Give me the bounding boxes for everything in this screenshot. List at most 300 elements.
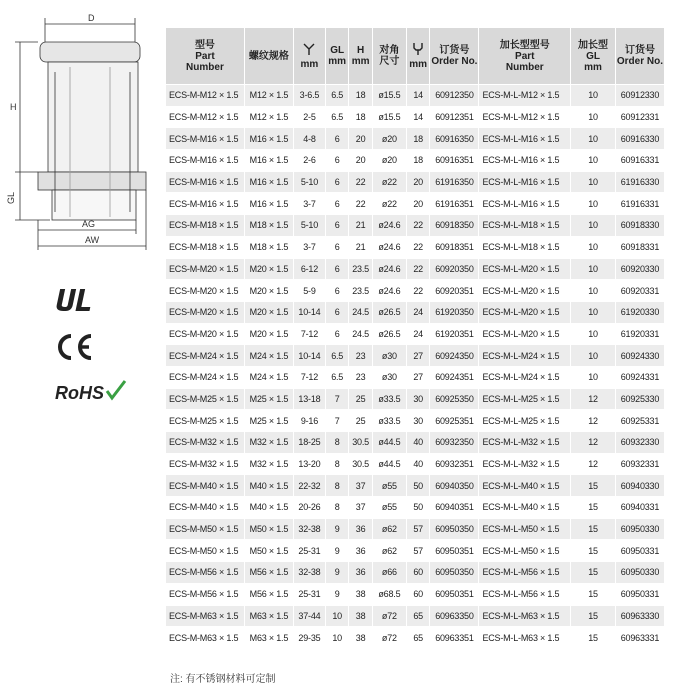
table-cell: 8 [325, 432, 348, 454]
table-cell: 9 [325, 540, 348, 562]
table-cell: 23.5 [349, 280, 372, 302]
table-cell: ECS-M-L-M56 × 1.5 [479, 562, 571, 584]
table-cell: 8 [325, 497, 348, 519]
table-cell: 7-12 [293, 323, 325, 345]
table-cell: M56 × 1.5 [244, 562, 293, 584]
table-cell: ø15.5 [372, 85, 406, 107]
table-cell: 18 [349, 85, 372, 107]
table-cell: ø24.6 [372, 258, 406, 280]
table-cell: ECS-M-M40 × 1.5 [166, 497, 245, 519]
table-row [166, 432, 665, 454]
column-header-text: 加长型 [578, 39, 609, 51]
table-row [166, 497, 665, 519]
table-cell: ECS-M-L-M16 × 1.5 [479, 150, 571, 172]
table-cell: 10-14 [293, 301, 325, 323]
table-cell: 6 [325, 128, 348, 150]
dim-ag-label: AG [82, 219, 96, 229]
table-cell: 60950331 [615, 540, 664, 562]
table-cell: 15 [571, 475, 616, 497]
table-cell: 6 [325, 301, 348, 323]
table-cell: ECS-M-M32 × 1.5 [166, 432, 245, 454]
rohs-logo [55, 379, 127, 405]
table-cell: ø33.5 [372, 410, 406, 432]
table-cell: 60916330 [615, 128, 664, 150]
table-cell: 60912331 [615, 106, 664, 128]
table-cell: M24 × 1.5 [244, 366, 293, 388]
table-cell: 6 [325, 150, 348, 172]
table-cell: 60950351 [430, 583, 479, 605]
table-cell: 60950351 [430, 540, 479, 562]
table-cell: 60912350 [430, 85, 479, 107]
table-cell: M18 × 1.5 [244, 215, 293, 237]
column-header-text: Order No. [616, 56, 664, 67]
table-cell: 3-7 [293, 193, 325, 215]
table-row [166, 193, 665, 215]
dim-h-label: H [10, 102, 17, 112]
table-cell: ECS-M-M16 × 1.5 [166, 171, 245, 193]
table-cell: 50 [406, 497, 429, 519]
table-cell: 60940330 [615, 475, 664, 497]
table-cell: ECS-M-M63 × 1.5 [166, 627, 245, 649]
table-cell: 7 [325, 410, 348, 432]
column-header [325, 28, 348, 85]
table-cell: M16 × 1.5 [244, 128, 293, 150]
table-cell: 5-9 [293, 280, 325, 302]
table-cell: 10 [571, 258, 616, 280]
table-cell: ø22 [372, 171, 406, 193]
table-cell: 15 [571, 627, 616, 649]
column-header [430, 28, 479, 85]
table-cell: 12 [571, 432, 616, 454]
table-cell: ø44.5 [372, 453, 406, 475]
table-row [166, 583, 665, 605]
table-cell: 60916331 [615, 150, 664, 172]
column-header-text: 螺纹规格 [248, 50, 289, 62]
table-cell: ø33.5 [372, 388, 406, 410]
table-cell: 10 [571, 301, 616, 323]
column-header-text: mm [584, 61, 602, 73]
table-cell: 60963330 [615, 605, 664, 627]
column-header [293, 28, 325, 85]
table-cell: 37-44 [293, 605, 325, 627]
table-cell: 24 [406, 301, 429, 323]
table-cell: 9 [325, 583, 348, 605]
table-cell: 23 [349, 366, 372, 388]
cable-gland-drawing [6, 12, 160, 252]
table-cell: 37 [349, 475, 372, 497]
table-cell: 60918331 [615, 236, 664, 258]
dim-gl-label: GL [6, 191, 16, 204]
table-row [166, 128, 665, 150]
table-row [166, 106, 665, 128]
table-cell: 60940351 [430, 497, 479, 519]
table-cell: 10 [571, 85, 616, 107]
table-cell: M16 × 1.5 [244, 171, 293, 193]
table-cell: 50 [406, 475, 429, 497]
table-cell: 8 [325, 475, 348, 497]
table-cell: 65 [406, 605, 429, 627]
table-cell: M18 × 1.5 [244, 236, 293, 258]
table-cell: 18 [349, 106, 372, 128]
table-cell: 23.5 [349, 258, 372, 280]
table-cell: 60932330 [615, 432, 664, 454]
table-row [166, 540, 665, 562]
table-cell: ECS-M-M50 × 1.5 [166, 518, 245, 540]
column-header [349, 28, 372, 85]
table-cell: 40 [406, 432, 429, 454]
table-cell: 10 [571, 193, 616, 215]
column-header [406, 28, 429, 85]
table-cell: ECS-M-L-M16 × 1.5 [479, 193, 571, 215]
table-row [166, 562, 665, 584]
table-cell: 61916331 [615, 193, 664, 215]
column-header-text: 型号 [194, 39, 215, 51]
table-row [166, 236, 665, 258]
table-cell: ECS-M-L-M56 × 1.5 [479, 583, 571, 605]
table-cell: ø26.5 [372, 301, 406, 323]
table-cell: ECS-M-M20 × 1.5 [166, 301, 245, 323]
table-cell: ø15.5 [372, 106, 406, 128]
table-cell: ø30 [372, 345, 406, 367]
table-cell: 60950350 [430, 562, 479, 584]
table-cell: ø26.5 [372, 323, 406, 345]
table-cell: 6 [325, 280, 348, 302]
svg-text:RoHS: RoHS [55, 383, 104, 403]
table-cell: 60963331 [615, 627, 664, 649]
table-cell: 12 [571, 453, 616, 475]
table-cell: 30 [406, 410, 429, 432]
table-cell: M16 × 1.5 [244, 193, 293, 215]
table-cell: 25-31 [293, 540, 325, 562]
column-header-text: H [356, 45, 365, 56]
table-cell: ECS-M-M12 × 1.5 [166, 85, 245, 107]
table-cell: 18-25 [293, 432, 325, 454]
table-cell: 9-16 [293, 410, 325, 432]
table-cell: 32-38 [293, 518, 325, 540]
table-cell: M56 × 1.5 [244, 583, 293, 605]
table-cell: 61920350 [430, 301, 479, 323]
table-cell: 10 [571, 128, 616, 150]
table-cell: 6.5 [325, 85, 348, 107]
table-cell: 36 [349, 540, 372, 562]
table-cell: M63 × 1.5 [244, 627, 293, 649]
table-row [166, 258, 665, 280]
table-cell: M40 × 1.5 [244, 475, 293, 497]
table-cell: 25 [349, 388, 372, 410]
table-cell: 10 [571, 280, 616, 302]
table-cell: 6 [325, 323, 348, 345]
table-cell: M63 × 1.5 [244, 605, 293, 627]
table-row [166, 280, 665, 302]
product-table [165, 27, 665, 649]
table-cell: 27 [406, 366, 429, 388]
table-cell: ø72 [372, 627, 406, 649]
table-cell: ECS-M-M25 × 1.5 [166, 410, 245, 432]
table-cell: ECS-M-L-M63 × 1.5 [479, 627, 571, 649]
table-cell: ø55 [372, 497, 406, 519]
column-header-text: Part [515, 50, 535, 62]
table-cell: 5-10 [293, 171, 325, 193]
table-cell: 36 [349, 562, 372, 584]
table-cell: 4-8 [293, 128, 325, 150]
table-cell: ECS-M-L-M16 × 1.5 [479, 128, 571, 150]
table-cell: 60950330 [615, 518, 664, 540]
table-cell: 60925331 [615, 410, 664, 432]
table-cell: ø24.6 [372, 215, 406, 237]
table-cell: ECS-M-M20 × 1.5 [166, 258, 245, 280]
table-cell: ECS-M-L-M20 × 1.5 [479, 301, 571, 323]
table-cell: 60950331 [615, 583, 664, 605]
table-row [166, 475, 665, 497]
column-header [244, 28, 293, 85]
column-header [372, 28, 406, 85]
table-cell: ECS-M-M18 × 1.5 [166, 236, 245, 258]
table-cell: 10 [571, 171, 616, 193]
table-cell: M32 × 1.5 [244, 453, 293, 475]
table-cell: 60963350 [430, 605, 479, 627]
table-cell: 61920330 [615, 301, 664, 323]
table-row [166, 388, 665, 410]
column-header [479, 28, 571, 85]
table-cell: 30.5 [349, 453, 372, 475]
wrench-icon [407, 42, 429, 59]
table-cell: 15 [571, 605, 616, 627]
table-cell: 6.5 [325, 345, 348, 367]
table-cell: ECS-M-M50 × 1.5 [166, 540, 245, 562]
table-cell: 23 [349, 345, 372, 367]
table-cell: 60950350 [430, 518, 479, 540]
table-cell: 13-20 [293, 453, 325, 475]
table-cell: 22 [406, 280, 429, 302]
table-cell: 30 [406, 388, 429, 410]
table-cell: M12 × 1.5 [244, 85, 293, 107]
table-cell: 37 [349, 497, 372, 519]
table-cell: ECS-M-L-M63 × 1.5 [479, 605, 571, 627]
table-cell: 24.5 [349, 323, 372, 345]
table-cell: 14 [406, 106, 429, 128]
table-cell: 61920351 [430, 323, 479, 345]
table-cell: ECS-M-L-M12 × 1.5 [479, 106, 571, 128]
table-cell: 32-38 [293, 562, 325, 584]
table-cell: 60 [406, 583, 429, 605]
table-cell: 20-26 [293, 497, 325, 519]
table-cell: ECS-M-M16 × 1.5 [166, 150, 245, 172]
table-cell: M50 × 1.5 [244, 518, 293, 540]
table-cell: 10 [325, 627, 348, 649]
table-cell: ø20 [372, 150, 406, 172]
table-cell: 60920331 [615, 280, 664, 302]
table-cell: ECS-M-M63 × 1.5 [166, 605, 245, 627]
table-cell: 22 [349, 171, 372, 193]
table-cell: ECS-M-L-M25 × 1.5 [479, 388, 571, 410]
table-cell: ECS-M-L-M25 × 1.5 [479, 410, 571, 432]
table-cell: 10 [571, 366, 616, 388]
table-cell: ECS-M-L-M16 × 1.5 [479, 171, 571, 193]
certification-logos [55, 285, 125, 423]
table-cell: 6 [325, 193, 348, 215]
table-cell: 15 [571, 562, 616, 584]
table-cell: M25 × 1.5 [244, 410, 293, 432]
table-cell: 6.5 [325, 366, 348, 388]
table-cell: 6 [325, 258, 348, 280]
table-cell: 15 [571, 518, 616, 540]
table-cell: 60963351 [430, 627, 479, 649]
column-header-text: 加长型型号 [499, 39, 550, 51]
table-body [166, 85, 665, 649]
table-row [166, 366, 665, 388]
table-cell: M40 × 1.5 [244, 497, 293, 519]
table-cell: 60932351 [430, 453, 479, 475]
table-cell: 21 [349, 215, 372, 237]
column-header-text: mm [351, 56, 370, 67]
table-cell: 3-6.5 [293, 85, 325, 107]
table-cell: ECS-M-L-M24 × 1.5 [479, 366, 571, 388]
table-cell: 25 [349, 410, 372, 432]
ul-logo [55, 285, 101, 315]
column-header-text: mm [409, 59, 428, 70]
table-cell: 14 [406, 85, 429, 107]
table-cell: M16 × 1.5 [244, 150, 293, 172]
table-cell: 61916330 [615, 171, 664, 193]
table-cell: 60950330 [615, 562, 664, 584]
table-cell: 10 [571, 236, 616, 258]
table-cell: ECS-M-M16 × 1.5 [166, 128, 245, 150]
table-cell: 60912351 [430, 106, 479, 128]
table-cell: ø68.5 [372, 583, 406, 605]
table-row [166, 150, 665, 172]
table-cell: ø24.6 [372, 236, 406, 258]
table-cell: 60932331 [615, 453, 664, 475]
table-cell: ø44.5 [372, 432, 406, 454]
table-cell: M32 × 1.5 [244, 432, 293, 454]
table-cell: 6 [325, 236, 348, 258]
table-cell: M20 × 1.5 [244, 280, 293, 302]
table-cell: M50 × 1.5 [244, 540, 293, 562]
table-cell: ECS-M-L-M18 × 1.5 [479, 236, 571, 258]
table-cell: 2-6 [293, 150, 325, 172]
table-cell: 60912330 [615, 85, 664, 107]
table-cell: 61916350 [430, 171, 479, 193]
table-row [166, 605, 665, 627]
table-cell: ECS-M-M24 × 1.5 [166, 366, 245, 388]
table-cell: ECS-M-M56 × 1.5 [166, 562, 245, 584]
table-cell: ECS-M-L-M20 × 1.5 [479, 323, 571, 345]
table-cell: ECS-M-L-M20 × 1.5 [479, 258, 571, 280]
table-row [166, 301, 665, 323]
table-cell: 60918330 [615, 215, 664, 237]
table-row [166, 410, 665, 432]
table-cell: ECS-M-M20 × 1.5 [166, 323, 245, 345]
ce-logo [55, 333, 95, 361]
table-cell: ECS-M-L-M40 × 1.5 [479, 475, 571, 497]
column-header [571, 28, 616, 85]
table-cell: 60918351 [430, 236, 479, 258]
table-cell: 60925330 [615, 388, 664, 410]
table-cell: ECS-M-M24 × 1.5 [166, 345, 245, 367]
table-cell: 6 [325, 215, 348, 237]
table-cell: 20 [406, 171, 429, 193]
table-cell: 18 [406, 128, 429, 150]
table-cell: 18 [406, 150, 429, 172]
table-cell: 61920331 [615, 323, 664, 345]
table-cell: 6.5 [325, 106, 348, 128]
column-header-text: mm [300, 59, 319, 70]
table-cell: M20 × 1.5 [244, 301, 293, 323]
column-header-text: Part [195, 50, 215, 62]
table-cell: ø66 [372, 562, 406, 584]
table-cell: 10 [571, 345, 616, 367]
table-cell: 22 [406, 236, 429, 258]
table-cell: ECS-M-L-M40 × 1.5 [479, 497, 571, 519]
table-cell: 60920350 [430, 258, 479, 280]
table-cell: 10 [571, 215, 616, 237]
table-cell: 20 [349, 128, 372, 150]
table-cell: ECS-M-L-M32 × 1.5 [479, 453, 571, 475]
column-header [615, 28, 664, 85]
table-cell: 60916350 [430, 128, 479, 150]
table-cell: 60920330 [615, 258, 664, 280]
table-row [166, 171, 665, 193]
table-cell: 12 [571, 388, 616, 410]
column-header-text: 尺寸 [379, 56, 400, 67]
table-cell: 9 [325, 562, 348, 584]
column-header-text: 订货号 [624, 45, 655, 56]
table-cell: 15 [571, 497, 616, 519]
table-cell: ø22 [372, 193, 406, 215]
table-cell: 60924331 [615, 366, 664, 388]
table-row [166, 453, 665, 475]
table-cell: 27 [406, 345, 429, 367]
table-cell: 22 [406, 258, 429, 280]
table-cell: 60940331 [615, 497, 664, 519]
column-header-text: Number [505, 61, 544, 73]
table-cell: ECS-M-M12 × 1.5 [166, 106, 245, 128]
table-cell: 6-12 [293, 258, 325, 280]
dim-aw-label: AW [85, 235, 100, 245]
table-cell: 38 [349, 627, 372, 649]
table-cell: 60 [406, 562, 429, 584]
column-header-text: Number [186, 61, 224, 73]
table-row [166, 518, 665, 540]
table-cell: ECS-M-L-M24 × 1.5 [479, 345, 571, 367]
table-cell: ECS-M-M25 × 1.5 [166, 388, 245, 410]
table-cell: 2-5 [293, 106, 325, 128]
table-cell: 38 [349, 583, 372, 605]
table-cell: 60924330 [615, 345, 664, 367]
table-cell: ECS-M-L-M32 × 1.5 [479, 432, 571, 454]
table-cell: ø30 [372, 366, 406, 388]
table-cell: 22 [406, 215, 429, 237]
table-cell: ECS-M-M56 × 1.5 [166, 583, 245, 605]
table-cell: 24.5 [349, 301, 372, 323]
table-cell: 10-14 [293, 345, 325, 367]
column-header-text: GL [330, 45, 345, 56]
table-cell: 30.5 [349, 432, 372, 454]
table-cell: 20 [349, 150, 372, 172]
table-cell: M12 × 1.5 [244, 106, 293, 128]
table-cell: 60924351 [430, 366, 479, 388]
table-cell: 60924350 [430, 345, 479, 367]
table-cell: 60940350 [430, 475, 479, 497]
column-header-text: 对角 [379, 45, 400, 56]
table-row [166, 627, 665, 649]
table-cell: 9 [325, 518, 348, 540]
table-cell: 13-18 [293, 388, 325, 410]
table-cell: 38 [349, 605, 372, 627]
table-cell: 10 [571, 323, 616, 345]
dim-d-label: D [88, 13, 95, 23]
table-cell: 60925351 [430, 410, 479, 432]
